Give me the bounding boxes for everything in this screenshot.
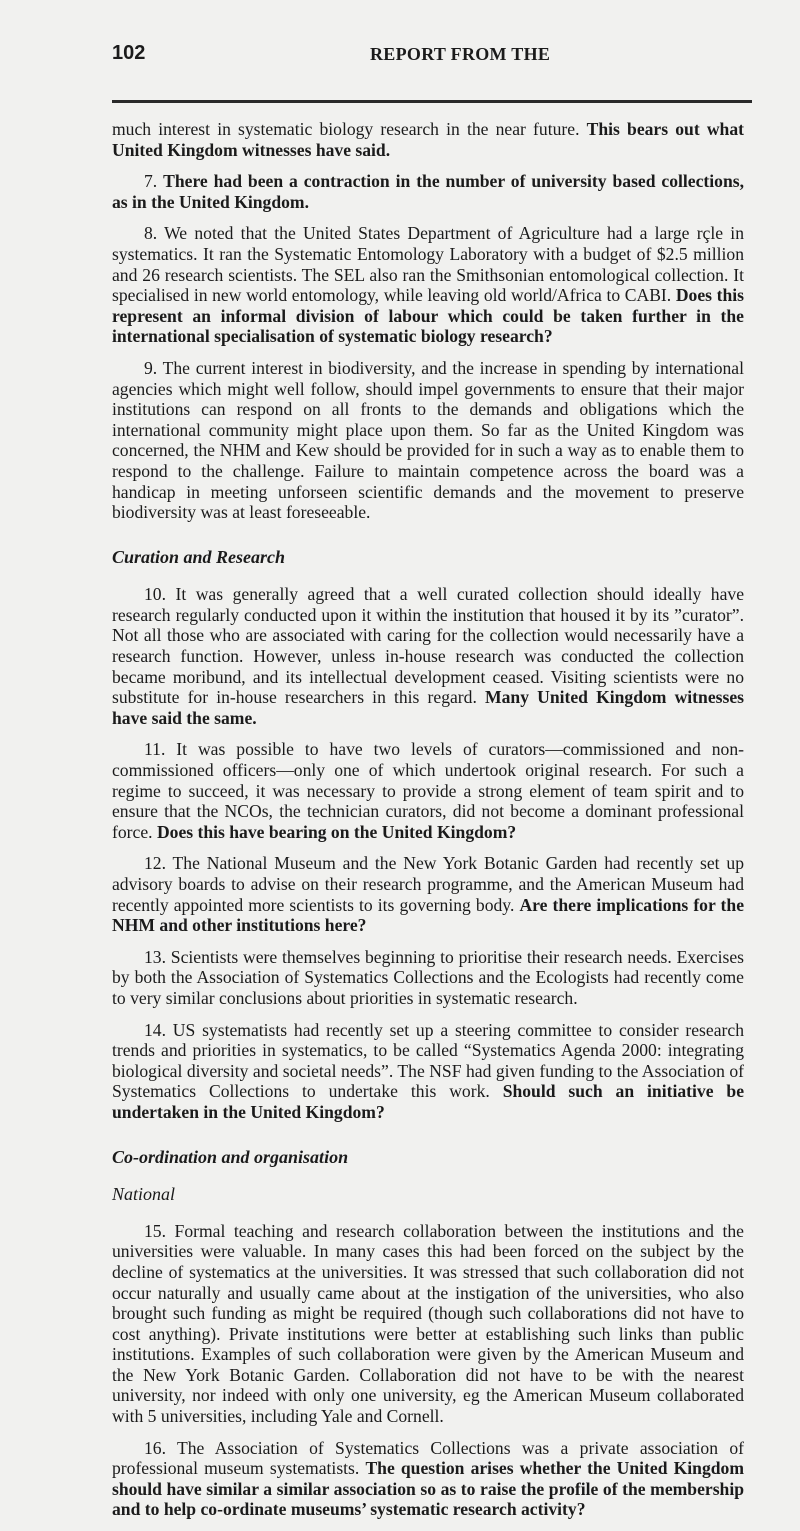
paragraph-9: 9. The current interest in biodiversity, and the increase in spending by international agencies which might well follow, should impel governments to ensure that their major institutions can respond on all fronts to the demands and obligations which the international community might place upon them. So far as the United Kingdom was concerned, the NHM and Kew should be provided for in such a way as to enable them to respond to the challenge. Failure to maintain competence across the board was a handicap in meeting unforseen scientific demands and the movement to preserve biodiversity was at least foreseeable.	[112, 357, 744, 523]
page-header	[112, 42, 744, 70]
paragraph-12: 12. The National Museum and the New York Botanic Garden had recently set up advisory boards to advise on their research programme, and the American Museum had recently appointed more scientists to its governing body. Are there implications for the NHM and other institutions here?	[112, 853, 745, 936]
paragraph-11: 11. It was possible to have two levels of curators—commissioned and non-commissioned officers—only one of which undertook original research. For such a regime to succeed, it was necessary to provide a strong element of team spirit and to ensure that the NCOs, the technician curators, did not become a dominant professional force. Does this have bearing on the United Kingdom?	[112, 739, 744, 842]
paragraph-8: 8. We noted that the United States Department of Agriculture had a large rçle in systematics. It ran the Systematic Entomology Laboratory with a budget of $2.5 million and 26 research scientists. The SEL also ran the Smithsonian entomological collection. It specialised in new world entomology, while leaving old world/Africa to CABI. Does this represent an informal division of labour which could be taken further in the international specialisation of systematic biology research?	[112, 223, 744, 347]
subsection-heading-national: National	[112, 1184, 176, 1205]
section-heading-curation: Curation and Research	[112, 546, 286, 567]
paragraph-15: 15. Formal teaching and research collaboration between the institutions and the universities were valuable. In many cases this had been forced on the subject by the decline of systematics at the universities. It was stressed that such collaboration did not occur naturally and usually came about at the instigation of the universities, who also brought such funding as might be required (though such collaborations did not have to cost anything). Private institutions were better at establishing such links than public institutions. Examples of such collaboration were given by the American Museum and the New York Botanic Garden. Collaboration did not have to be with the nearest university, nor indeed with only one university, eg the American Museum collaborated with 5 universities, including Yale and Cornell.	[112, 1220, 744, 1427]
page-number: 102	[112, 42, 146, 64]
section-heading-coordination: Co-ordination and organisation	[112, 1146, 349, 1167]
header-rule	[112, 100, 752, 103]
running-head: REPORT FROM THE	[370, 44, 551, 64]
paragraph-16: 16. The Association of Systematics Collections was a private association of professional museum systematists. The question arises whether the United Kingdom should have similar a similar association so as to raise the profile of the membership and to help co-ordinate museums’ systematic research activity?	[112, 1437, 744, 1520]
paragraph-continuation: much interest in systematic biology research in the near future. This bears out what United Kingdom witnesses have said.	[112, 119, 744, 160]
paragraph-7: 7. There had been a contraction in the number of university based collections, as in the United Kingdom.	[112, 171, 745, 212]
paragraph-13: 13. Scientists were themselves beginning to prioritise their research needs. Exercises by both the Association of Systematics Collections and the Ecologists had recently come to very similar conclusions about priorities in systematic research.	[112, 946, 744, 1008]
paragraph-10: 10. It was generally agreed that a well curated collection should ideally have research regularly conducted upon it within the institution that housed it by its ”curator”. Not all those who are associated with caring for the collection would necessarily have a research function. However, unless in-house research was conducted the collection became moribund, and its intellectual development ceased. Visiting scientists were no substitute for in-house researchers in this regard. Many United Kingdom witnesses have said the same.	[112, 584, 744, 728]
body-text	[112, 119, 744, 1531]
paragraph-14: 14. US systematists had recently set up a steering committee to consider research trends and priorities in systematics, to be called “Systematics Agenda 2000: integrating biological diversity and societal needs”. The NSF had given funding to the Association of Systematics Collections to undertake this work. Should such an initiative be undertaken in the United Kingdom?	[112, 1019, 745, 1122]
